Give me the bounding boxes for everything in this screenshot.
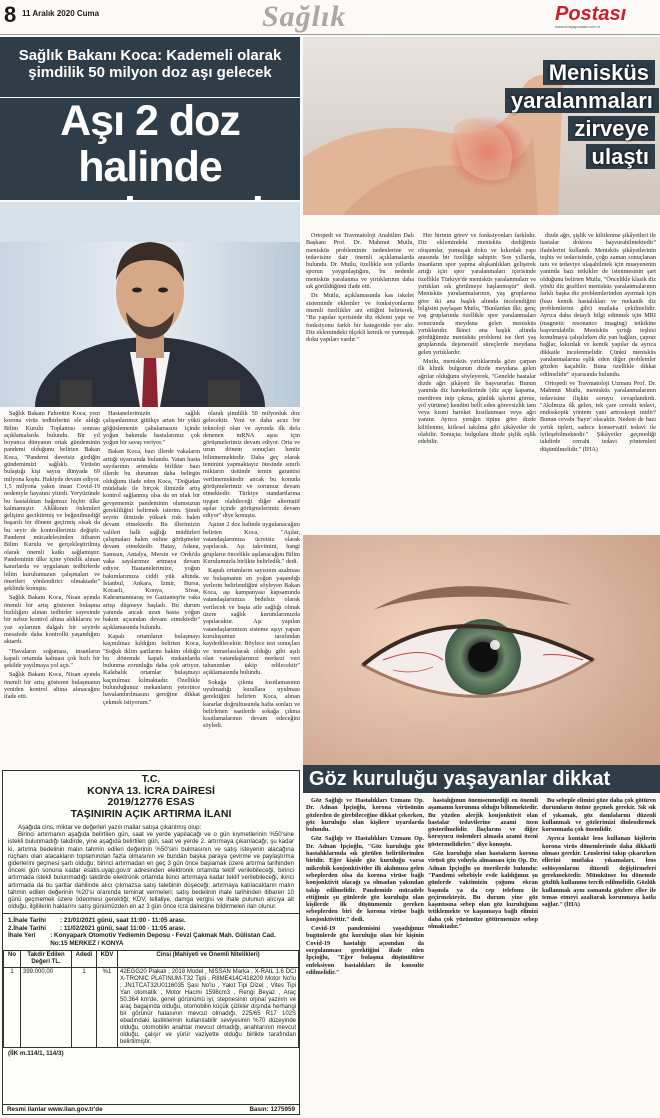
paragraph: Ortopedi ve Travmatoloji Anabilim Dalı Başkanı Prof. Dr. Mahmut Mutlu, menisküs probleminin nedenlerine ve tedavisine dair önemli açıklamalarda bulundu. Dr. Mutlu, özellikle son yıllarda sporun yaygınlaştığını, bu nedenle menisküs yaralanma ve yırtıklarının daha sık görüldüğünü ifade etti. bbox=[306, 232, 414, 291]
official-notice-site: Resmi ilanlar www.ilan.gov.tr'de bbox=[7, 1106, 103, 1113]
press-number: Basın: 1275959 bbox=[249, 1106, 295, 1113]
schedule-value: : Konyapark Otomotiv Yediemin Deposu - Fevzi Çakmak Mah. Gülistan Cad. No:15 MERKEZ / KONYA bbox=[50, 932, 276, 947]
goz-story-column-2 bbox=[428, 797, 538, 1115]
paragraph: Kapalı ortamların bulaşmayı kaçınılmaz kıldığını belirten Koca, "Soğuk iklim şartlarını hakim olduğu bu dönemde kapalı mekanlarda bulunma zorunluğu daha çok artıyor. Kalabalık ortamlar bulaşmayı kaçınılmaz kılmaktadır. Özellikle bulunduğunuz mekanların yeterince havalandırılmasını gereğine dikkat çekmek istiyorum." bbox=[103, 632, 200, 706]
paragraph: Bu sebeple elimizi göze daha çok götüren durumların önüne geçmek gerekir. Sık sık el yıkamak, göz damlalarını düzenli kullanmak ve gözlerimizi dinlendirmek korunmada çok önemlidir. bbox=[542, 797, 656, 834]
paragraph: Göz Sağlığı ve Hastalıkları Uzmanı Op. Dr. Adnan İpçioğlu, korona virüsünün gözlerden de girebileceğine dikkat çekerken, göz kuruluğu olan kişilere uyarılarda bulundu. bbox=[306, 797, 424, 834]
schedule-key: İhale Yeri bbox=[8, 932, 36, 940]
masthead bbox=[0, 0, 660, 35]
table-header-row bbox=[4, 951, 299, 968]
paragraph: Hastanelerimizin sağlık çalışanlarımız gittikçe artan bir yükü göğüslemenin çabalamasını içinde yoğun bakımda hastalarımız çok yoğun bir savaş veriyor." bbox=[103, 410, 200, 447]
column-header: KDV bbox=[97, 951, 118, 968]
cell-no: 1 bbox=[4, 968, 21, 1048]
title-line: Menisküs bbox=[543, 60, 655, 85]
page-number: 8 bbox=[4, 2, 17, 27]
goz-story-title: Göz kuruluğu yaşayanlar dikkat bbox=[303, 765, 660, 793]
main-story-column-3 bbox=[203, 410, 300, 770]
paragraph: Her birinin görev ve fonksiyonları farklıdır. Diz eklemindeki menisküs dediğimiz oluşumlar, yumuşak doku ve kıkırdak yapı arasında bir özelliğe sahiptir. Son yıllarda, insanların spor yapma alışkanlıkları gelişerek artığı için spor yaralanmaları içerisinde özellikle Türkiye'de menisküs yaralanmaları ve yırtıkları sık görülmeye başlanmıştır" dedi. Menisküs yaralanmalarının, yaş gruplarına göre iki ana başlık altında incelendiğini bilgisini paylaşan Mutlu, "Bunlardan ilki; genç yaş gruplarında özellikle spor yaralanmaları sonucunda meydana gelen menisküs yırtıklarıdır. İkinci ana başlık altında gördüğümüz menisküs problemi ise ileri yaş gruplarında dejeneratif süreçlerde meydana gelen yırtıklardır. bbox=[418, 232, 536, 356]
notice-footer-bar bbox=[3, 1104, 299, 1114]
title-line: zirveye bbox=[568, 116, 655, 141]
section-title: Sağlık bbox=[262, 0, 347, 33]
minister-photo-illustration bbox=[0, 202, 300, 407]
notice-header bbox=[3, 774, 299, 820]
notice-header-line: 2019/12776 ESAS bbox=[107, 796, 195, 808]
schedule-row bbox=[8, 932, 294, 947]
notice-header-line: T.C. bbox=[141, 773, 161, 785]
minister-photo bbox=[0, 202, 300, 407]
column-header: No bbox=[4, 951, 21, 968]
menisk-story-column-1 bbox=[306, 232, 414, 532]
paragraph: Göz Sağlığı ve Hastalıkları Uzmanı Op. Dr. Adnan İpçioğlu, "Göz kuruluğu göz hastalıklarında sık görülen belirtilerinden biridir. Eğer kişide göz kuruluğu varsa mikrobik konjonktivitler ilk akılımıza gelen sebeplerden olsa da korona virüse bağlı konjonktivit olacağı ya olmadan yakından takip edilmelidir. Pandemide mücadele ettiğimiz şu günlerde göz kuruluğu olan kişilerde ilk düşünmemiz gereken sebeplerden biri de korona virüse bağlı konjonktivittir." dedi. bbox=[306, 835, 424, 923]
paragraph: Göz kuruluğu olan hastaların korona virüsü göz yoluyla almaması için Op. Dr. Adnan İpçioğlu şu önerilerde bulundu: "Pandemi sebebiyle evde kaldığımız şu günlerde vaktimizin çoğunu ekran başında ya da cep telefonu ile geçirmekteyiz. Bu durum yine göz kaşıntısına sebep olan göz kuruluğunu tetiklemekte ve kaşınmaya bağlı elimizi daha çok yüzümüze götürmemize sebep olmaktadır." bbox=[428, 850, 538, 931]
paragraph: Dr. Mutlu, açıklamasında kas iskelet sisteminde eklemler ve fonksiyonlarını önemli özellikler arz ettiğini belirterek, "Bu yapılar içerisinde diz eklemi yapı ve fonksiyonu farklı bir kategoride yer alır. Diz eklemindeki ölçekli kemik ve yumuşak doku yapıları vardır." bbox=[306, 292, 414, 344]
schedule-value: : 21/01/2021 günü, saat 11:00 - 11:05 arası. bbox=[60, 917, 186, 925]
notice-paragraph: Birinci artırmanın aşağıda belirtilen gün, saat ve yerde yapılacağı ve o gün kıymetlerinin %50'sine istekli bulunmadığı takdirde, yine aşağıda belirtilen gün, saat ve yerde 2. artırmaya çıkarılacağı; şu kadar ki, artırma bedelinin malın tahmin edilen değerinin %50'sini bulmasının ve satış isteyenin alacağına rüçhanı olan alacakların toplamından fazla olmasının ve bundan başka paraya çevirme ve paylaştırma giderlerini geçmesi şartı olduğu; birinci artırmadan en geç 3 gün önce başlamak üzere artırma tarihinden önceki gün sonuna kadar esatis.uyap.gov.tr adresinden elektronik ortamda teklif verilebileceği, birinci artırmada istekli bulunmadığı takdirde elektronik ortamda ikinci artırmaya kadar teklif verilebileceği, ikinci artırmada da bu şartlar dahilinde alıcı çıkmazsa satış talebinin düşeceği; artırmaya katılacakların malın tahmin edilen değerinin %20'si oranında teminat vermeleri; satış bedelinin ihale tarihinden itibaren 10 günü geçmemek üzere ödenmesi gerektiği; KDV, tellaliye, damga vergisi ve ihale pulunun alıcıya ait olduğu, ilgililerin haklarını satış günümüzden en az 3 gün önce icra dairesine bildirmeleri ilan olunur. bbox=[8, 831, 294, 911]
paragraph: dizde ağrı, şişlik ve kilitlenme şikâyetleri ile hastalar doktora başvurabilmektedir" ifadelerini kullandı. Menisküs şikâyetlerinin teşhis ve tedavisinde, çoğu zaman sonuçlanan tanı ve tedaviye ulaşabilmek için muayenenin yanında bazı tetkikler de istenmesinin şart olduğunu belirten Mutlu, "Öncelikle klasik diz yönlü diz grafileri menisküs yaralanmalarının farklı başka diz problemlerinden ayırmak için (bazı kemik hastalıkları ve mekanik diz problemlerini gibi) mutlaka çekilmelidir. Ayrıca daha detaylı bilgi edinmek için MRI (magnetic resonance imaging) tetkikine başvurulabilir. Menisküs yırtığı teşhisi konulmaya çalışılırken diz yan bağları, çapraz bağlar, kıkırdak ve kemik yapılar da ayrıca dikkatle incelenmelidir. Çünkü menisküs yaralanmalarına eşlik eden diğer problemler gözden kaçabilir. Buna özellikle dikkat edilmelidir" uyarısında bulundu. bbox=[540, 232, 656, 378]
paragraph: Ayrıca kontakt lens kullanan kişilerin korona virüs dönemlerinde daha dikkatli olması gerekir. Lenslerini takıp çıkarırken ellerini mutlaka yıkamaları, lens solüsyonlarını düzenli değiştirmeleri gerekmektedir. Mümkünse bu dönemde gözlük kullanımı tercih edilmelidir. Gözlük kullanmak aynı zamanda gözlere eller ile temas etmeyi azaltarak korunmaya katkı sağlar." (İHA) bbox=[542, 835, 656, 909]
paragraph: Ortopedi ve Travmatoloji Uzmanı Prof. Dr. Mahmut Mutlu, menisküs yaralanmalarının tedavisine ilişkin soruyu cevaplandırdı. "Akılmıza ilk gelen, tek çare cerrahi tedavi, endoskopik yöntem yani artroskopi midir? Bunun cevabı 'hayır' olacaktır. Nedeni de bazı yırtık tipleri, sadece konservatif tedavi ile iyileşebilmektedir." Şikâyetler geçmediği takdirde cerrahi tedavi yöntemleri düşünülmelidir." (İHA) bbox=[540, 379, 656, 453]
auction-items-table bbox=[3, 950, 299, 1048]
schedule-row bbox=[8, 917, 294, 925]
paragraph: Bakan Koca, bazı illerde vakaların arttığı uyarısında bulundu. Yatan hasta sayılarının artmakta birlikte bazı illerde bu durumun daha belirgin olduğunu ifade eden Koca, "Doğudan müdahale ile birçok ilimizde artış kontrol sağlanmış olsa da en ufak bir gevşememiz pandeminin olumsuzun gerekliliğini belirmek isterim. Şimdi seyrin ilimizde yüksek risk halen devam etmektedir. Bu illerimizin valileri halk sağlığı müdürleri çalışmaları halen online görüşmeler devam etmektedir. Hatay, Adana, Samsun, Antalya, Mersin ve Ordu'da vaka sayılarımız artmaya devam ediyor. Hastanelerimize, yoğun bakımlarımıza ciddi yük altında. İstanbul, Ankara, İzmir, Bursa, Kocaeli, Konya, Sivas, Kahramanmaraş ve Gaziantep'te vaka artışı düşmeye başladı. Bu durum yanında ancak uzun hasta yoğun bakım açısından devam etmektedir" açıklamasında bulundu. bbox=[103, 448, 200, 631]
eye-photo bbox=[303, 535, 660, 765]
paragraph: "Havaların soğuması, insanların kapalı ortamda kalması çok hızlı bir şekilde yayılmaya yol açtı." bbox=[4, 647, 100, 670]
cell-qty: 1 bbox=[72, 968, 97, 1048]
main-story-headline: Aşı 2 doz halinde bbox=[0, 98, 300, 200]
paragraph: Covid-19 pandemisini yaşadığımız bugünlerde göz kuruluğu olan bir kişinin Covid-19 hastalığı açısından da sorgulanması gerektiğini ifade eden İpçioğlu, "Eğer bulaşma düşünülürse enfeksiyon hastalıkları ile konsulte edilmelidir." bbox=[306, 925, 424, 976]
paragraph: Sağlık Bakanı Fahrettin Koca, yeni korona virüs tedbirlerini ele aldığı Bilim Kurulu Toplantısı sonrası açıklamalarda bulundu. Bir yıl boyunca dünyanın ortak gündeminin pandemi olduğunu belirten Bakan Koca, "Pandemi davetsiz girdiğin gündemimizi sağlıklı. Virüsün bulaştığı kişi sayısı dünyada 69 milyona koştu. Hakiyde devam ediyor. 1,5 milyona yakın insan Covid-19 nedeniyle hayatını yitirdi. Yeryüzünde bu hastalıktan bağımsız hiçbir ülke kalmamıştır. Ahlâkının önlemleri gelişimi geciktirmiş ve beğenilmediği başarılı bir dönem geçirmiş olsak da bu seyir de kontrollerimiz değiştir. Pandemi mücadelesinden itibaren Bilim Kurulu ve gerçekleştirilmiş olarak önemli katkı sağlamıştır. Pandeminin ülke içine yönelik alınan kararlarda ve uygulanan tedbirlerde bilim kurulumuzun çalışmaları ve önerileri yönlendirici olmaktadır" şeklinde konuştu. bbox=[4, 410, 100, 593]
schedule-value: : 11/02/2021 günü, saat 11:00 - 11:05 arası. bbox=[60, 924, 186, 932]
cell-value: 399.000,00 bbox=[21, 968, 72, 1048]
main-story-column-1 bbox=[4, 410, 100, 770]
schedule-row bbox=[8, 925, 294, 933]
logo-brand: Postası bbox=[555, 3, 627, 25]
table-row bbox=[4, 968, 299, 1048]
notice-header-line: TAŞINIRIN AÇIK ARTIRMA İLANI bbox=[70, 807, 232, 820]
main-story-kicker: Sağlık Bakanı Koca: Kademeli olarak şimdilik 50 milyon doz aşı gelecek bbox=[0, 37, 300, 97]
notice-body bbox=[3, 824, 299, 910]
paragraph: olarak şimdilik 50 milyonluk doz gelecektir. Yeni ve daha acuz bir teknoloji olan ve ayrında ilk defa denenen mRNA aşısı için görüşmelerimiz devam ediyor. Orta ve uzun dönem sonuçları henüz bilinmemektedir. Daha geç olarak teminini yapmaktayız ötesinde sınırlı miktarın üstünde temin garantisi verilmemektedir ancak bu konuda görüşmelerimiz ve sorumuz devam etmektedir. Türkiye standartlarına uygun olabileceği diğer alternatif aşılar içinde görüşmelerimiz devam ediyor" diye konuştu. bbox=[203, 410, 300, 520]
menisk-story-title bbox=[505, 60, 655, 172]
menisk-story-column-2 bbox=[418, 232, 536, 532]
column-header: Cinsi (Mahiyeti ve Önemli Nitelikleri) bbox=[118, 951, 299, 968]
paragraph: Sağlık Bakanı Koca, Nisan ayında önemli bir artış gösteren bulaşma hızlılığını alınan tedbirler sayesinde bir nebze kontrol altına aldıklarını ve yaz aylarının dalgalı bir seyirde mesafede daha kontrollü yaşandığını aktardı. bbox=[4, 594, 100, 646]
newspaper-logo bbox=[555, 4, 655, 28]
goz-story-column-1 bbox=[306, 797, 424, 1115]
paragraph: Sağlık Bakanı Koca, Nisan ayında önemli bir artış gösteren bulaşmanın yeniden kontrol altına alınacağını ifade etti. bbox=[4, 671, 100, 701]
notice-header-line: KONYA 13. İCRA DAİRESİ bbox=[87, 784, 215, 797]
issue-date: 11 Aralık 2020 Cuma bbox=[22, 9, 100, 18]
notice-legal-reference: (İİK m.114/1, 114/3) bbox=[8, 1050, 64, 1058]
cell-description: 42EGG20 Plakalı , 2018 Model , NISSAN Marka , X-RAIL 1.6 DCI X-TRONIC PLATINUM-T32 Tipli , R8ME414C418209 Motor No'lu , JN1TCAT32U0116035 Şasi No'lu , Yakıt Tipi Dizel , Vites Tipi Yarı otomatik , Motor Hacmi 1598cm3 , Rengi Beyaz , Araç 50.364 km'de, genel görünümü iyi, stepnesinin orjinal yazılım ve araç bagajında olduğu, otomobilin küçük çizikler dışında herhangi bir görünür hatasının mevcut olmadığı, 225/65 R17 102S ebadındaki lastiklerinin kullanılabilir seviyesinin %70 düzeyinde olduğu, otomobilin anahtar mevcut olmadığı, anahtarının mevcut olduğu, çalışır ve yürür vaziyette olduğu birlikte tarafından belirtilmiştir. bbox=[118, 968, 299, 1048]
schedule-key: 1.İhale Tarihi bbox=[8, 917, 47, 925]
schedule-key: 2.İhale Tarihi bbox=[8, 924, 47, 932]
title-line: yaralanmaları bbox=[505, 88, 659, 113]
cell-kdv: %1 bbox=[97, 968, 118, 1048]
eye-photo-illustration bbox=[303, 535, 660, 765]
column-header: Takdir Edilen Değeri TL. bbox=[21, 951, 72, 968]
auction-schedule bbox=[3, 913, 299, 950]
paragraph: hastalığımın önemsenmediği en önemli aşamanın korunma olduğu bilinmektedir. Bu yüzden alerjik konjonktivit olan hastalar tedavilerine azami özen gösterilmelidir. İlaçlarını ve diğer koruyucu önlemleri almada azami özeni göstermelidirler." diye konuştu. bbox=[428, 797, 538, 848]
goz-story-column-3 bbox=[542, 797, 656, 1115]
column-header: Adedi bbox=[72, 951, 97, 968]
auction-notice bbox=[2, 770, 300, 1115]
main-story-column-2 bbox=[103, 410, 200, 770]
paragraph: Sokağa çıkma kısıtlamasının uyulmadığı kurallara uyulması gerektiğini belirten Koca, alınan kararlar doğrultusunda hafta sonları ve belirlenen saatlerde sokağa çıkma kısıtlamalarının devam edeceğini söyledi. bbox=[203, 678, 300, 730]
paragraph: Mutlu, menisküs yırtıklarında göze çarpan ilk klinik bulgunun dizde meydana gelen ağrılar olduğunu söyleyerek, "Genelde hastalar dizde ağrı şikâyeti ile başvururlar. Bunun yanında diz hareketlerinde (diz açıp kapama, merdiven inip çıkma, günlük işlerini görme, yol yürüme) kendini belli eden görevsizlik tam veya kısmi hareket kısıtlanması veya ağrı yaratır. Ayrıca yırtığın tipine göre dizde kilitlenme, kitlesel takılma gibi şikâyetler de olabilir. Sonuçta; bulgulara dizde şişlik eşlik edebilir. bbox=[418, 358, 536, 446]
paragraph: Kapalı ortamların sayısının azalması ve bulaşmanın en yoğun yaşandığı yerlerin belirlendiğini söyleyen Bakan Koca, aşı kampanyası kapsamında vatandaşlarımıza bedelsiz olarak verilecek ve başta aile sağlığı olmak üzere sağlık kurumlarımızda yapılacaktır. Aşı yapılan vatandaşlarımızın sisteme aşıyı yapan kuruluşumuz tarafından kaydedilecektir. Böylece test sonuçları ve tomarlasılacak olduğu gibi aşılı olan vatandaşlarımız merkezi veri tabanından takip edilecektir" açıklamasında bulundu. bbox=[203, 567, 300, 677]
title-line: ulaştı bbox=[586, 144, 655, 169]
notice-paragraph: Aşağıda cins, miktar ve değerleri yazılı mallar satışa çıkarılmış olup: bbox=[18, 824, 202, 831]
logo-url: www.konyapostasi.com.tr bbox=[555, 24, 601, 29]
paragraph: Aşının 2 doz halinde uygulanacağını belirten Koca, "Aşılar, vatandaşlarımıza ücretsiz olarak yapılacak. Aşı takvimini, hangi grupların öncelikle aşılanacağını Bilim Kurulumuzla birlikte belirledik." dedi. bbox=[203, 521, 300, 565]
menisk-story-column-3 bbox=[540, 232, 656, 532]
